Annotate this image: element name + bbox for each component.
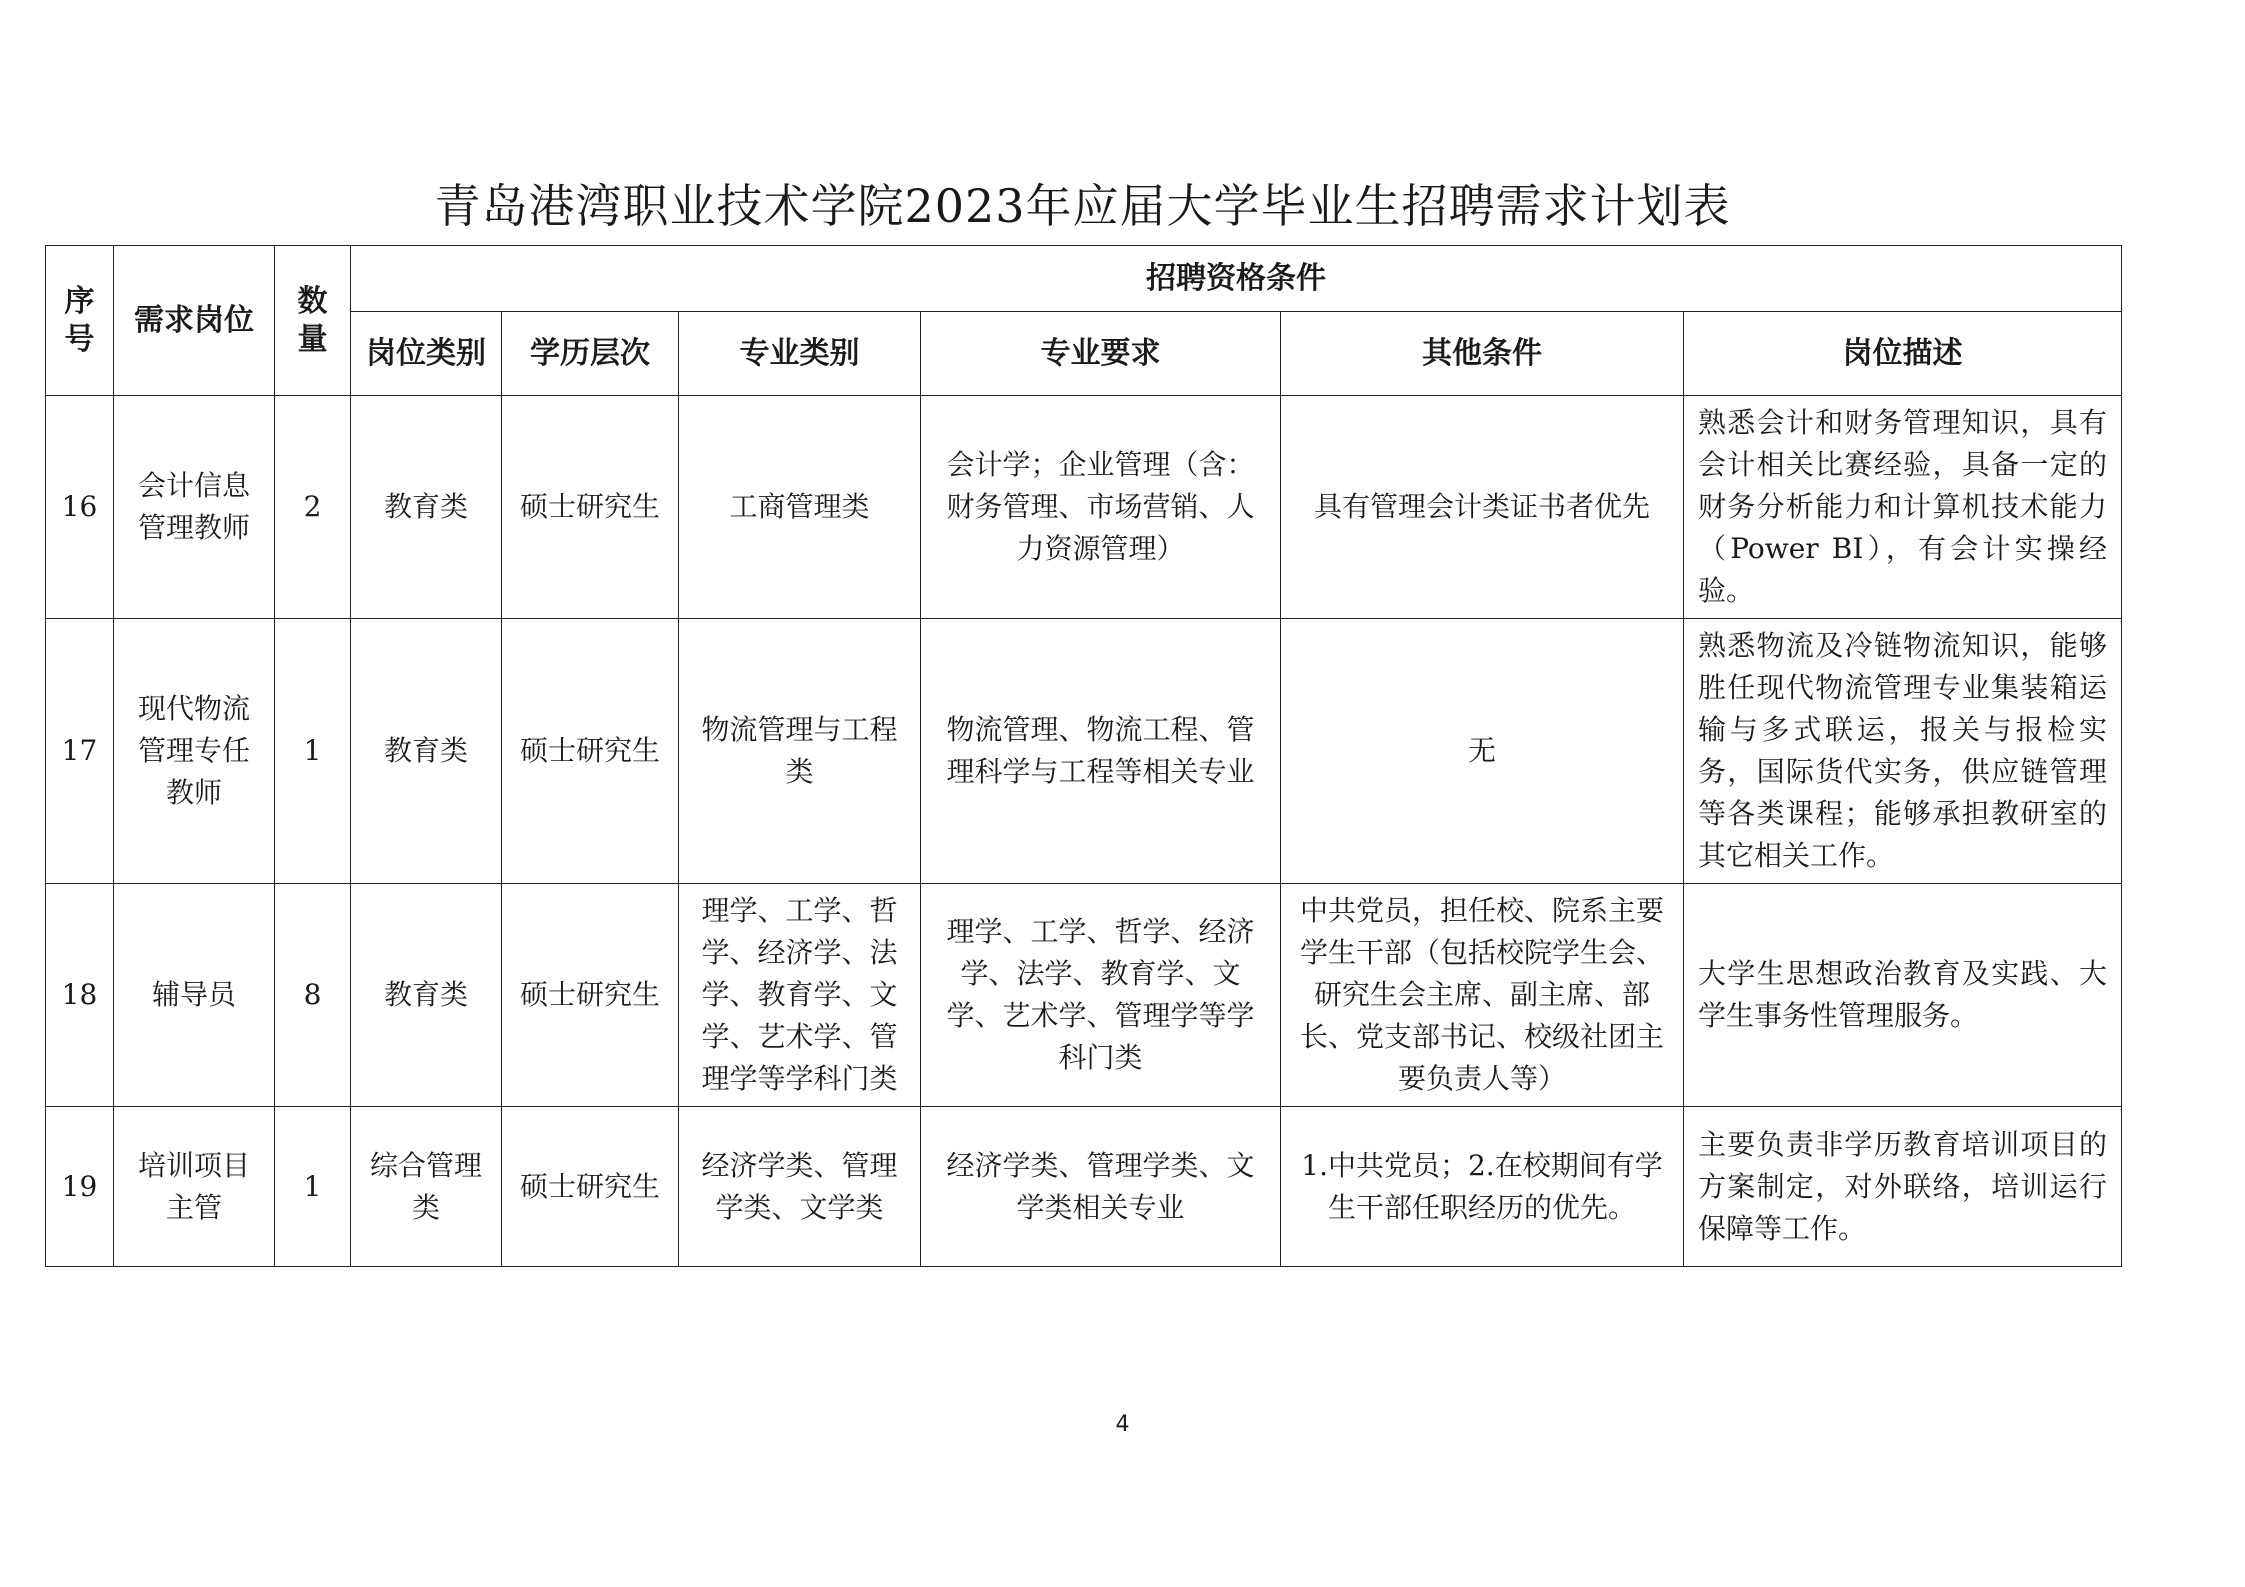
cell-quantity: 2 [275,396,351,619]
cell-major-category: 物流管理与工程类 [679,619,921,884]
cell-major-requirement: 会计学；企业管理（含：财务管理、市场营销、人力资源管理） [921,396,1281,619]
table-row [46,619,2122,884]
cell-description: 主要负责非学历教育培训项目的方案制定，对外联络，培训运行保障等工作。 [1684,1107,2122,1267]
cell-other-conditions: 无 [1281,619,1684,884]
cell-seq: 17 [46,619,114,884]
cell-other-conditions: 中共党员，担任校、院系主要学生干部（包括校院学生会、研究生会主席、副主席、部长、党支部书记、校级社团主要负责人等） [1281,884,1684,1107]
cell-other-conditions: 具有管理会计类证书者优先 [1281,396,1684,619]
cell-description: 大学生思想政治教育及实践、大学生事务性管理服务。 [1684,884,2122,1107]
header-seq: 序号 [46,246,114,396]
cell-education: 硕士研究生 [502,619,679,884]
cell-position: 培训项目主管 [114,1107,275,1267]
cell-position: 会计信息管理教师 [114,396,275,619]
cell-quantity: 1 [275,619,351,884]
header-major-category: 专业类别 [679,312,921,396]
cell-education: 硕士研究生 [502,884,679,1107]
cell-seq: 19 [46,1107,114,1267]
header-quantity: 数量 [275,246,351,396]
cell-major-requirement: 经济学类、管理学类、文学类相关专业 [921,1107,1281,1267]
header-category: 岗位类别 [351,312,502,396]
cell-category: 综合管理类 [351,1107,502,1267]
header-description: 岗位描述 [1684,312,2122,396]
cell-major-category: 理学、工学、哲学、经济学、法学、教育学、文学、艺术学、管理学等学科门类 [679,884,921,1107]
cell-quantity: 1 [275,1107,351,1267]
cell-seq: 16 [46,396,114,619]
cell-category: 教育类 [351,619,502,884]
header-major-requirement: 专业要求 [921,312,1281,396]
cell-education: 硕士研究生 [502,396,679,619]
cell-major-requirement: 物流管理、物流工程、管理科学与工程等相关专业 [921,619,1281,884]
cell-position: 辅导员 [114,884,275,1107]
cell-seq: 18 [46,884,114,1107]
page-title: 青岛港湾职业技术学院2023年应届大学毕业生招聘需求计划表 [434,179,1731,233]
table-row [46,396,2122,619]
cell-other-conditions: 1.中共党员；2.在校期间有学生干部任职经历的优先。 [1281,1107,1684,1267]
cell-education: 硕士研究生 [502,1107,679,1267]
header-position: 需求岗位 [114,246,275,396]
header-qualification-group: 招聘资格条件 [351,246,2122,312]
header-education: 学历层次 [502,312,679,396]
cell-position: 现代物流管理专任教师 [114,619,275,884]
cell-major-category: 工商管理类 [679,396,921,619]
cell-category: 教育类 [351,884,502,1107]
cell-quantity: 8 [275,884,351,1107]
cell-description: 熟悉物流及冷链物流知识，能够胜任现代物流管理专业集装箱运输与多式联运，报关与报检实务，国际货代实务，供应链管理等各类课程；能够承担教研室的其它相关工作。 [1684,619,2122,884]
cell-category: 教育类 [351,396,502,619]
header-other-conditions: 其他条件 [1281,312,1684,396]
page-number: 4 [1115,1412,1130,1437]
cell-major-requirement: 理学、工学、哲学、经济学、法学、教育学、文学、艺术学、管理学等学科门类 [921,884,1281,1107]
cell-major-category: 经济学类、管理学类、文学类 [679,1107,921,1267]
table-row [46,884,2122,1107]
recruitment-plan-table [45,245,2122,1267]
cell-description: 熟悉会计和财务管理知识，具有会计相关比赛经验，具备一定的财务分析能力和计算机技术能力（Power BI），有会计实操经验。 [1684,396,2122,619]
table-row [46,1107,2122,1267]
